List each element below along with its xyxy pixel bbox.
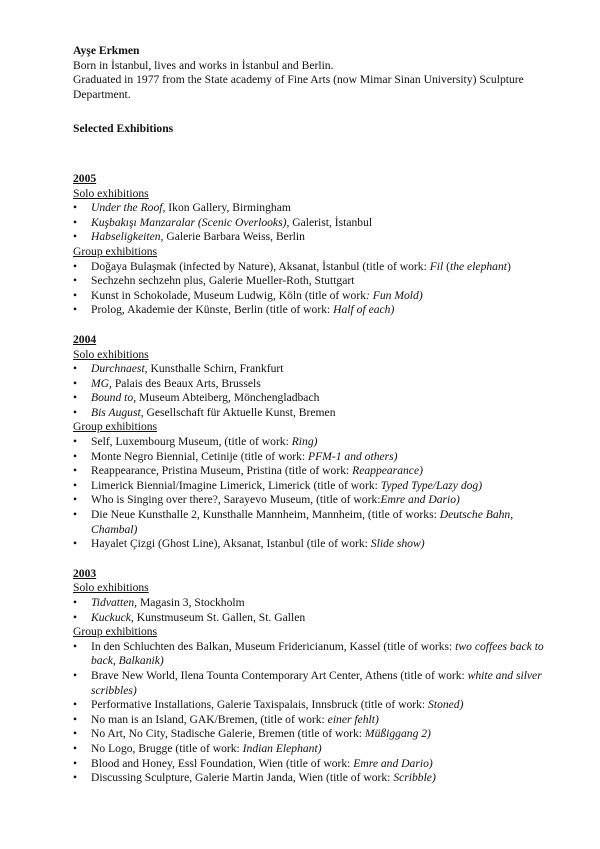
list-item: • Self, Luxembourg Museum, (title of work: Ring) [73,435,560,450]
group-list [73,435,560,552]
list-item: • Tidvatten, Magasin 3, Stockholm [73,596,560,611]
list-item: • Kunst in Schokolade, Museum Ludwig, Köln (title of work: Fun Mold) [73,289,560,304]
list-item: • No Logo, Brugge (title of work: Indian Elephant) [73,742,560,757]
list-item: • Hayalet Çizgi (Ghost Line), Aksanat, Istanbul (tile of work: Slide show) [73,537,560,552]
list-item: • Bis August, Gesellschaft für Aktuelle Kunst, Bremen [73,406,560,421]
year-heading: 2005 [73,171,97,185]
artist-bio-education: Graduated in 1977 from the State academy of Fine Arts (now Mimar Sinan University) Sculpture Department. [73,73,524,101]
group-label: Group exhibitions [73,625,158,639]
artist-bio-residence: Born in İstanbul, lives and works in İstanbul and Berlin. [73,58,334,72]
list-item: • No man is an Island, GAK/Bremen, (title of work: einer fehlt) [73,713,560,728]
solo-label: Solo exhibitions [73,581,149,595]
solo-list [73,596,560,625]
group-list [73,260,560,318]
list-item: • Blood and Honey, Essl Foundation, Wien (title of work: Emre and Dario) [73,757,560,772]
list-item: • Sechzehn sechzehn plus, Galerie Mueller-Roth, Stuttgart [73,274,560,289]
list-item: • Brave New World, Ilena Tounta Contemporary Art Center, Athens (title of work: white and silver scribbles) [73,669,560,698]
list-item: • Limerick Biennial/Imagine Limerick, Limerick (title of work: Typed Type/Lazy dog) [73,479,560,494]
solo-list [73,201,560,245]
year-heading: 2003 [73,566,97,580]
list-item: • Prolog, Akademie der Künste, Berlin (title of work: Half of each) [73,303,560,318]
year-block-2003 [73,567,560,786]
list-item: • Die Neue Kunsthalle 2, Kunsthalle Mannheim, Mannheim, (title of works: Deutsche Bahn, Chambal) [73,508,560,537]
list-item: • No Art, No City, Stadische Galerie, Bremen (title of work: Müßiggang 2) [73,727,560,742]
list-item: • Doğaya Bulaşmak (infected by Nature), Aksanat, İstanbul (title of work: Fil (the elephant) [73,260,560,275]
solo-label: Solo exhibitions [73,186,149,200]
year-heading: 2004 [73,332,97,346]
solo-label: Solo exhibitions [73,347,149,361]
section-title: Selected Exhibitions [73,122,174,136]
list-item: • Reappearance, Pristina Museum, Pristina (title of work: Reappearance) [73,464,560,479]
list-item: • Durchnaest, Kunsthalle Schirn, Frankfurt [73,362,560,377]
list-item: • MG, Palais des Beaux Arts, Brussels [73,377,560,392]
list-item: • Under the Roof, Ikon Gallery, Birmingham [73,201,560,216]
artist-name: Ayşe Erkmen [73,44,140,57]
year-block-2005 [73,172,560,318]
list-item: • Performative Installations, Galerie Taxispalais, Innsbruck (title of work: Stoned) [73,698,560,713]
list-item: • Kuckuck, Kunstmuseum St. Gallen, St. Gallen [73,611,560,626]
list-item: • Who is Singing over there?, Sarayevo Museum, (title of work:Emre and Dario) [73,493,560,508]
list-item: • Discussing Sculpture, Galerie Martin Janda, Wien (title of work: Scribble) [73,771,560,786]
year-block-2004 [73,333,560,552]
list-item: • Monte Negro Biennial, Cetinije (title of work: PFM-1 and others) [73,450,560,465]
group-label: Group exhibitions [73,420,158,434]
group-label: Group exhibitions [73,244,158,258]
list-item: • Bound to, Museum Abteiberg, Mönchengladbach [73,391,560,406]
solo-list [73,362,560,420]
artist-header [73,44,560,102]
list-item: • Kuşbakışı Manzaralar (Scenic Overlooks), Galerist, İstanbul [73,216,560,231]
list-item: • Habseligkeiten, Galerie Barbara Weiss, Berlin [73,230,560,245]
list-item: • In den Schluchten des Balkan, Museum Fridericianum, Kassel (title of works: two coffees back to back, Balkanik) [73,640,560,669]
group-list [73,640,560,786]
